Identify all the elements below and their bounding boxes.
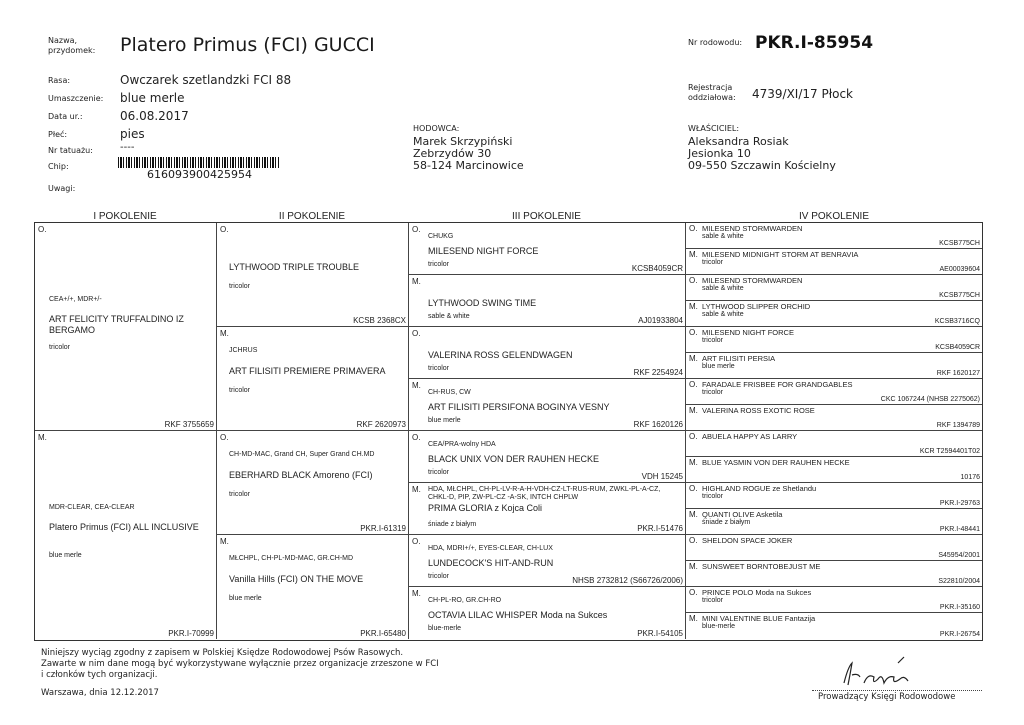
gen-header-2: II POKOLENIE [278,211,346,222]
ancestor-reg-no: S22810/2004 [938,578,980,585]
ancestor-reg-no: AE00039604 [939,266,980,273]
ancestor-reg-no: PKR.I-35160 [939,604,980,611]
ancestor-cell [686,275,982,301]
chip-number: 616093900425954 [147,168,252,181]
name-label [48,36,95,56]
ancestor-parent-mark: M. [689,406,698,415]
breed-label: Rasa: [48,76,71,85]
ancestor-reg-no: RKF 2254924 [633,368,683,377]
ancestor-color: blue merle [229,595,262,602]
ancestor-parent-mark: O. [689,380,698,389]
ancestor-color: blue-merle [702,623,736,630]
ancestor-cell [409,483,686,535]
chip-label: Chip: [48,162,69,171]
ancestor-cell [686,327,982,353]
footer-note [41,648,439,681]
ancestor-cell [217,535,409,639]
footer-line-1: Niniejszy wyciąg zgodny z zapisem w Polskiej Księdze Rodowodowej Psów Rasowych. [41,648,404,658]
ancestor-reg-no: RKF 1620127 [936,370,980,377]
ancestor-titles: CEA+/+, MDR+/- [49,296,102,303]
ancestor-reg-no: PKR.I-48441 [939,526,980,533]
chip-barcode [118,157,280,168]
ancestor-cell [35,223,217,431]
ancestor-cell [409,379,686,431]
ancestor-color: sable & white [702,311,744,318]
ancestor-reg-no: KCSB3716CQ [934,318,980,325]
ancestor-name: LYTHWOOD SLIPPER ORCHID [702,302,811,311]
ancestor-cell [686,561,982,587]
registration-label-line2: oddziałowa: [688,93,736,102]
ancestor-name: QUANTI OLIVE Asketila [702,510,783,519]
signature-line [812,690,982,691]
breed: Owczarek szetlandzki FCI 88 [120,73,292,87]
gen-header-1: I POKOLENIE [93,211,157,222]
ancestor-cell [686,223,982,249]
ancestor-name: BLACK UNIX VON DER RAUHEN HECKE [428,454,600,464]
ancestor-name: HIGHLAND ROGUE ze Shetlandu [702,484,817,493]
ancestor-reg-no: PKR.I-26754 [939,631,980,638]
ancestor-cell [686,509,982,535]
registration-label [688,83,736,103]
breeder-label: HODOWCA: [413,124,460,133]
ancestor-parent-mark: O. [689,536,698,545]
ancestor-parent-mark: M. [220,329,229,338]
ancestor-parent-mark: M. [689,510,698,519]
gen-header-4: IV POKOLENIE [798,211,870,222]
ancestor-name: BLUE YASMIN VON DER RAUHEN HECKE [702,458,850,467]
ancestor-cell [686,301,982,327]
ancestor-titles: CH-RUS, CW [428,389,471,396]
ancestor-parent-mark: O. [689,432,698,441]
ancestor-cell [217,431,409,535]
ancestor-color: tricolor [702,493,724,500]
ancestor-parent-mark: O. [689,328,698,337]
name-label-line1: Nazwa, [48,36,78,45]
ancestor-name: ART FILISITI PERSIFONA BOGINYA VESNY [428,402,610,412]
ancestor-cell [686,587,982,613]
ancestor-color: blue merle [49,552,82,559]
ancestor-color: tricolor [702,597,724,604]
ancestor-parent-mark: O. [38,225,47,234]
notes-label: Uwagi: [48,184,76,193]
ancestor-cell [686,353,982,379]
ancestor-name: Platero Primus (FCI) ALL INCLUSIVE [49,522,199,532]
ancestor-color: sable & white [428,313,470,320]
ancestor-parent-mark: M. [689,250,698,259]
ancestor-parent-mark: M. [412,485,421,494]
ancestor-name: SUNSWEET BORNTOBEJUST ME [702,562,821,571]
ancestor-color: blue-merle [428,625,462,632]
ancestor-name: MILESEND MIDNIGHT STORM AT BENRAVIA [702,250,859,259]
ancestor-cell [409,327,686,379]
issue-date: Warszawa, dnia 12.12.2017 [41,688,159,698]
ancestor-cell [686,431,982,457]
ancestor-color: sable & white [702,285,744,292]
dob-label: Data ur.: [48,112,83,121]
breeder-address [413,136,524,172]
ancestor-cell [35,431,217,639]
ancestor-name: ART FILISITI PERSIA [702,354,776,363]
ancestor-reg-no: PKR.I-54105 [637,629,683,638]
ancestor-reg-no: NHSB 2732812 (S66726/2006) [572,576,683,585]
ancestor-cell [409,223,686,275]
ancestor-cell [409,275,686,327]
ancestor-parent-mark: O. [220,433,229,442]
ancestor-reg-no: RKF 3755659 [164,420,214,429]
ancestor-name: MILESEND NIGHT FORCE [428,246,539,256]
ancestor-parent-mark: O. [689,484,698,493]
ancestor-reg-no: PKR.I-61319 [360,524,406,533]
ancestor-titles: HDA, MŁCHPL, CH-PL-LV-R-A-H-VDH-CZ-LT-RUS-RUM, ZWKL-PL-A-CZ, CHKL-D, PIP, ZW-PL-CZ -A-SK, INTCH CHPLW [428,486,661,501]
ancestor-color: tricolor [229,283,251,290]
ancestor-titles: CEA/PRA-wolny HDA [428,441,496,448]
ancestor-titles: MŁCHPL, CH-PL-MD-MAC, GR.CH-MD [229,555,354,562]
ancestor-name: MILESEND NIGHT FORCE [702,328,794,337]
ancestor-parent-mark: O. [220,225,229,234]
ancestor-reg-no: PKR.I-65480 [360,629,406,638]
ancestor-parent-mark: M. [412,381,421,390]
ancestor-reg-no: KCSB 2368CX [353,316,406,325]
ancestor-parent-mark: M. [689,458,698,467]
ancestor-color: blue merle [702,363,735,370]
owner-name: Aleksandra Rosiak [688,135,789,148]
ancestor-reg-no: KCR T2594401T02 [919,448,980,455]
ancestor-cell [686,535,982,561]
ancestor-parent-mark: M. [689,562,698,571]
ancestor-cell [217,327,409,431]
ancestor-name: MILESEND STORMWARDEN [702,224,803,233]
ancestor-cell [409,587,686,639]
ancestor-color: tricolor [702,389,724,396]
ancestor-cell [217,223,409,327]
ancestor-cell [409,431,686,483]
ancestor-cell [686,613,982,639]
signature [838,655,918,691]
ancestor-color: blue merle [428,417,461,424]
ancestor-titles: HDA, MDRI+/+, EYES-CLEAR, CH-LUX [428,545,553,552]
dob: 06.08.2017 [120,109,189,123]
ancestor-name: VALERINA ROSS EXOTIC ROSE [702,406,815,415]
pedigree-table [34,222,983,641]
ancestor-name: LUNDECOCK'S HIT-AND-RUN [428,558,554,568]
ancestor-reg-no: AJ01933804 [638,316,683,325]
ancestor-cell [686,249,982,275]
ancestor-color: śniade z białym [702,519,751,526]
tattoo-label: Nr tatuażu: [48,146,93,155]
footer-line-2: Zawarte w nim dane mogą być wykorzystywane wyłącznie przez organizacje zrzeszone w FCI [41,659,439,669]
ancestor-parent-mark: M. [38,433,47,442]
ancestor-name: EBERHARD BLACK Amoreno (FCI) [229,470,373,480]
breeder-city: 58-124 Marcinowice [413,159,524,172]
owner-street: Jesionka 10 [688,147,751,160]
ancestor-parent-mark: O. [689,588,698,597]
tattoo: ---- [120,142,135,153]
ancestor-reg-no: PKR.I-29763 [939,500,980,507]
ancestor-cell [686,457,982,483]
ancestor-cell [686,483,982,509]
color: blue merle [120,91,185,105]
ancestor-name: MILESEND STORMWARDEN [702,276,803,285]
ancestor-color: tricolor [229,491,251,498]
name-label-line2: przydomek: [48,46,96,55]
ancestor-reg-no: KCSB775CH [939,240,980,247]
ancestor-parent-mark: M. [689,302,698,311]
ancestor-color: tricolor [428,261,450,268]
ancestor-name: PRINCE POLO Moda na Sukces [702,588,812,597]
sex-label: Płeć: [48,130,68,139]
ancestor-cell [409,535,686,587]
ancestor-parent-mark: O. [412,537,421,546]
dog-name: Platero Primus (FCI) GUCCI [120,34,375,56]
ancestor-reg-no: RKF 1394789 [936,422,980,429]
ancestor-parent-mark: O. [412,329,421,338]
signature-label: Prowadzący Księgi Rodowodowe [818,692,956,702]
ancestor-name: ABUELA HAPPY AS LARRY [702,432,798,441]
ancestor-parent-mark: M. [689,614,698,623]
ancestor-reg-no: CKC 1067244 (NHSB 2275062) [880,396,980,403]
ancestor-cell [686,379,982,405]
ancestor-name: SHELDON SPACE JOKER [702,536,793,545]
ancestor-parent-mark: M. [412,589,421,598]
ancestor-parent-mark: O. [412,225,421,234]
ancestor-reg-no: RKF 2620973 [356,420,406,429]
registration: 4739/XI/17 Płock [752,87,854,101]
ancestor-name: Vanilla Hills (FCI) ON THE MOVE [229,574,364,584]
ancestor-color: tricolor [428,469,450,476]
pedigree-no-label: Nr rodowodu: [688,38,743,47]
ancestor-name: ART FILISITI PREMIERE PRIMAVERA [229,366,386,376]
footer-line-3: i członków tych organizacji. [41,670,158,680]
ancestor-color: tricolor [702,337,724,344]
gen-header-3: III POKOLENIE [512,211,581,222]
ancestor-name: PRIMA GLORIA z Kojca Coli [428,503,543,513]
ancestor-titles: CH-PL-RO, GR.CH-RO [428,597,502,604]
ancestor-name: ART FELICITY TRUFFALDINO IZ BERGAMO [49,314,184,335]
ancestor-reg-no: RKF 1620126 [633,420,683,429]
ancestor-color: sable & white [702,233,744,240]
ancestor-name: MINI VALENTINE BLUE Fantazija [702,614,816,623]
ancestor-name: OCTAVIA LILAC WHISPER Moda na Sukces [428,610,608,620]
ancestor-name: FARADALE FRISBEE FOR GRANDGABLES [702,380,853,389]
ancestor-name: LYTHWOOD SWING TIME [428,298,537,308]
pedigree-no: PKR.I-85954 [755,33,874,53]
ancestor-color: tricolor [428,365,450,372]
ancestor-titles: CHUKG [428,233,454,240]
ancestor-name: VALERINA ROSS GELENDWAGEN [428,350,573,360]
owner-city: 09-550 Szczawin Kościelny [688,159,836,172]
ancestor-parent-mark: O. [412,433,421,442]
ancestor-reg-no: KCSB4059CR [935,344,980,351]
ancestor-color: śniade z białym [428,521,477,528]
ancestor-parent-mark: M. [689,354,698,363]
color-label: Umaszczenie: [48,94,104,103]
owner-address [688,136,836,172]
breeder-street: Zebrzydów 30 [413,147,492,160]
ancestor-name: LYTHWOOD TRIPLE TROUBLE [229,262,360,272]
ancestor-reg-no: KCSB775CH [939,292,980,299]
ancestor-parent-mark: O. [689,276,698,285]
ancestor-cell [686,405,982,431]
ancestor-color: tricolor [229,387,251,394]
breeder-name: Marek Skrzypiński [413,135,513,148]
ancestor-reg-no: PKR.I-51476 [637,524,683,533]
ancestor-titles: CH-MD-MAC, Grand CH, Super Grand CH.MD [229,451,375,458]
owner-label: WŁAŚCICIEL: [688,124,740,133]
ancestor-color: tricolor [49,344,71,351]
sex: pies [120,127,145,141]
ancestor-color: tricolor [702,259,724,266]
ancestor-parent-mark: M. [412,277,421,286]
registration-label-line1: Rejestracja [688,83,733,92]
ancestor-parent-mark: O. [689,224,698,233]
ancestor-reg-no: S45954/2001 [938,552,980,559]
ancestor-titles: MDR-CLEAR, CEA-CLEAR [49,504,135,511]
ancestor-reg-no: 10176 [960,474,980,481]
ancestor-parent-mark: M. [220,537,229,546]
ancestor-reg-no: PKR.I-70999 [168,629,214,638]
ancestor-reg-no: VDH 15245 [641,472,683,481]
ancestor-titles: JCHRUS [229,347,258,354]
ancestor-reg-no: KCSB4059CR [631,264,683,273]
ancestor-color: tricolor [428,573,450,580]
